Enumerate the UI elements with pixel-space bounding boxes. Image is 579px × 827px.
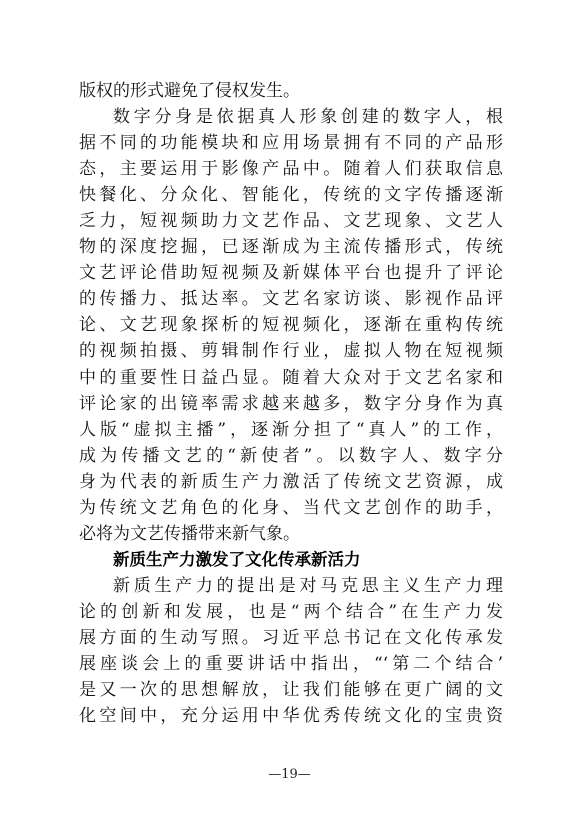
- paragraph-line: 中的重要性日益凸显。随着大众对于文艺名家和: [79, 367, 503, 388]
- paragraph-line: 成为传播文艺的“新使者”。以数字人、数字分: [79, 445, 503, 466]
- paragraph-line: 快餐化、分众化、智能化，传统的文字传播逐渐: [79, 185, 503, 206]
- paragraph-line: 态，主要运用于影像产品中。随着人们获取信息: [79, 159, 503, 180]
- paragraph-line: 数字分身是依据真人形象创建的数字人，根: [113, 107, 503, 128]
- paragraph-line: 人版“虚拟主播”，逐渐分担了“真人”的工作，: [79, 419, 503, 440]
- paragraph-line: 的视频拍摄、剪辑制作行业，虚拟人物在短视频: [79, 341, 503, 362]
- paragraph-line: 据不同的功能模块和应用场景拥有不同的产品形: [79, 133, 503, 154]
- paragraph-line: 为传统文艺角色的化身、当代文艺创作的助手，: [79, 497, 503, 518]
- paragraph-line: 论、文艺现象探析的短视频化，逐渐在重构传统: [79, 315, 503, 336]
- paragraph-line: 展座谈会上的重要讲话中指出，“‘第二个结合’: [79, 654, 503, 675]
- paragraph-line: 身为代表的新质生产力激活了传统文艺资源，成: [79, 471, 503, 492]
- paragraph-line: 乏力，短视频助力文艺作品、文艺现象、文艺人: [79, 211, 503, 232]
- paragraph-line: 新质生产力的提出是对马克思主义生产力理: [113, 575, 503, 596]
- page-number: —19—: [268, 767, 311, 782]
- paragraph-line: 是又一次的思想解放，让我们能够在更广阔的文: [79, 680, 503, 701]
- section-heading: 新质生产力激发了文化传承新活力: [113, 549, 361, 569]
- paragraph-line: 版权的形式避免了侵权发生。: [79, 81, 300, 101]
- paragraph-line: 展方面的生动写照。习近平总书记在文化传承发: [79, 627, 503, 648]
- paragraph-line: 评论家的出镜率需求越来越多，数字分身作为真: [79, 393, 503, 414]
- paragraph-line: 必将为文艺传播带来新气象。: [79, 523, 300, 544]
- paragraph-line: 论的创新和发展，也是“两个结合”在生产力发: [79, 601, 503, 622]
- paragraph-line: 文艺评论借助短视频及新媒体平台也提升了评论: [79, 263, 503, 284]
- body-text: [79, 78, 503, 729]
- paragraph-line: 物的深度挖掘，已逐渐成为主流传播形式，传统: [79, 237, 503, 258]
- paragraph-line: 化空间中，充分运用中华优秀传统文化的宝贵资: [79, 706, 503, 727]
- paragraph-line: 的传播力、抵达率。文艺名家访谈、影视作品评: [79, 289, 503, 310]
